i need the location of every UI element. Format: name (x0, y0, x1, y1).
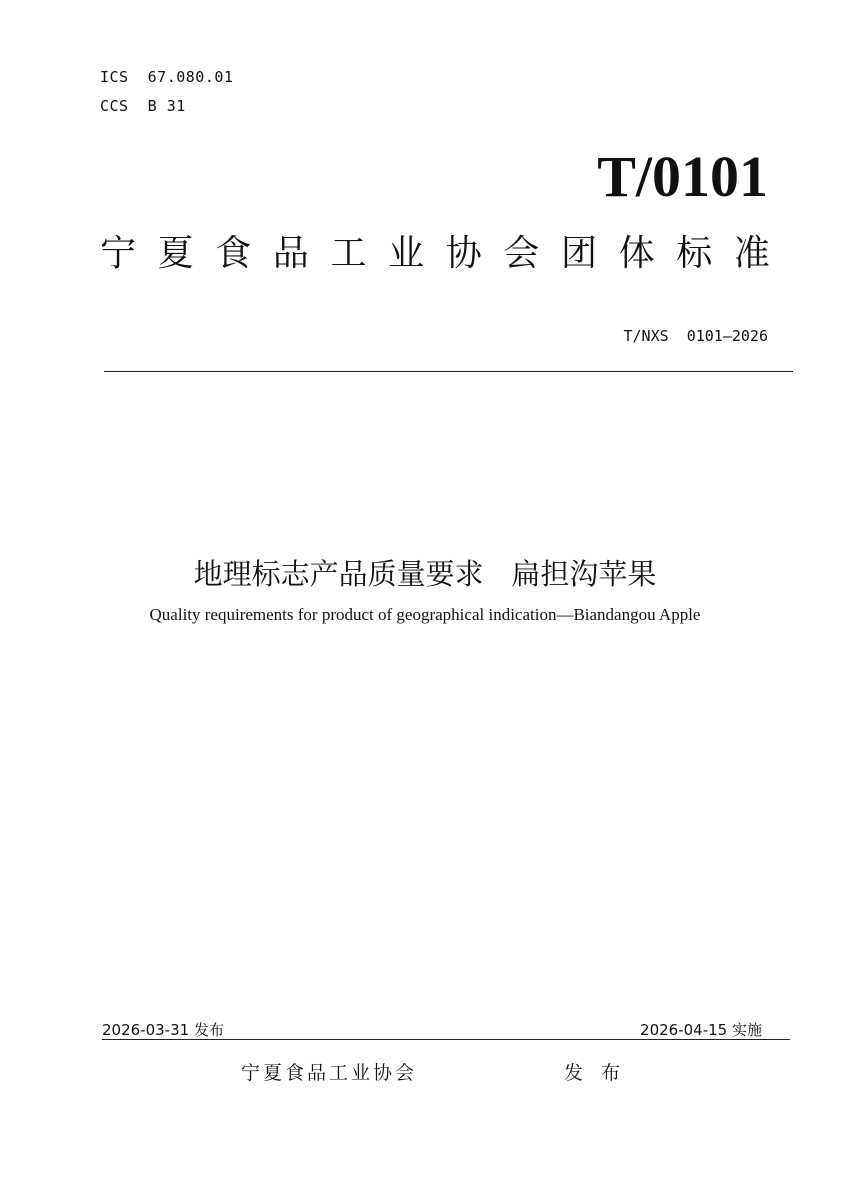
ics-code: ICS 67.080.01 (100, 68, 234, 86)
implementation-date: 2026-04-15 实施 (640, 1021, 762, 1039)
document-title-english: Quality requirements for product of geographical indication—Biandangou Apple (149, 605, 701, 624)
title-char: 体 (618, 232, 655, 274)
title-char: 标 (676, 232, 713, 274)
footer-divider (102, 1039, 790, 1040)
standard-mark: T/0101 (597, 144, 768, 209)
document-title-chinese: 地理标志产品质量要求 扁担沟苹果 (193, 557, 657, 591)
issuing-organization: 宁夏食品工业协会 (241, 1062, 418, 1084)
title-char: 业 (388, 232, 425, 274)
standard-number: T/NXS 0101—2026 (623, 327, 768, 345)
title-char: 准 (733, 232, 770, 274)
title-char: 团 (561, 232, 598, 274)
title-char: 食 (215, 232, 252, 274)
title-char: 品 (272, 232, 309, 274)
publish-label: 发布 (564, 1062, 639, 1084)
ccs-code: CCS B 31 (100, 97, 186, 115)
title-char: 夏 (157, 232, 194, 274)
title-char: 宁 (100, 232, 137, 274)
organization-standard-title (100, 222, 770, 278)
title-char: 工 (330, 232, 367, 274)
header-divider (104, 371, 793, 372)
title-char: 协 (445, 232, 482, 274)
title-char: 会 (503, 232, 540, 274)
publish-date: 2026-03-31 发布 (102, 1021, 224, 1039)
